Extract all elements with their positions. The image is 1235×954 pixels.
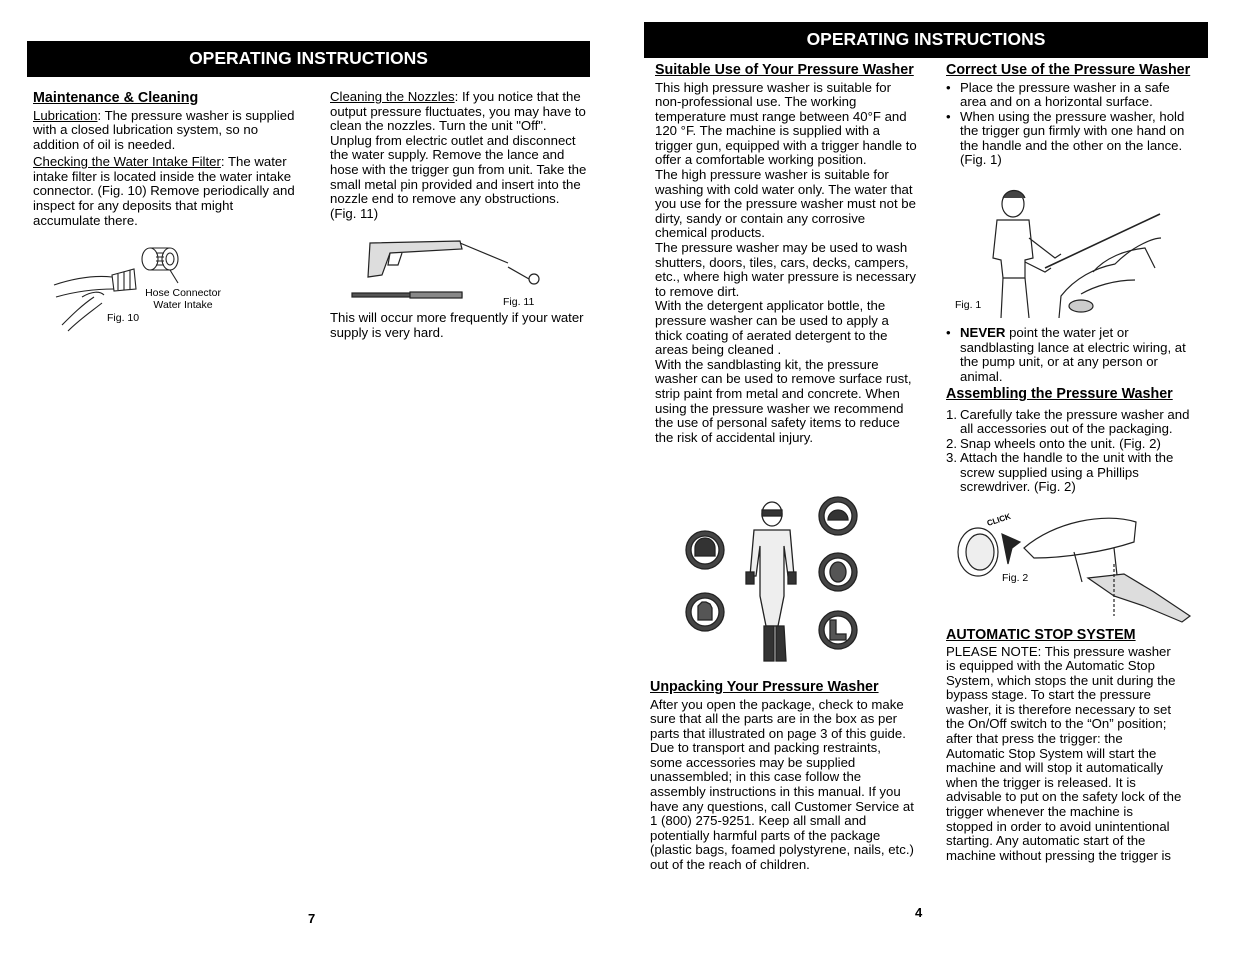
suitable-paragraph: With the detergent applicator bottle, the pressure washer can be used to apply a thick coating of aerated detergent to the areas being cleaned . (655, 298, 889, 358)
right-page-banner: OPERATING INSTRUCTIONS (644, 22, 1208, 58)
person-washing-car-illustration (985, 188, 1161, 318)
suitable-use-heading: Suitable Use of Your Pressure Washer (655, 62, 914, 78)
suitable-use-section (655, 62, 917, 445)
step-text: Carefully take the pressure washer and all accessories out of the packaging. (960, 406, 1190, 437)
left-page-banner: OPERATING INSTRUCTIONS (27, 41, 590, 77)
maintenance-heading: Maintenance & Cleaning (33, 90, 199, 106)
never-warning (946, 326, 1194, 384)
wheel-assembly-illustration (954, 512, 1194, 617)
step-number: 1. (946, 406, 957, 422)
auto-stop-section (946, 627, 1196, 863)
list-item (946, 326, 1194, 384)
unpacking-section (650, 679, 916, 873)
lubrication-paragraph (33, 109, 295, 153)
water-intake-label: Water Intake (153, 299, 213, 311)
suitable-paragraph: With the sandblasting kit, the pressure washer can be used to remove surface rust, strip paint from metal and concrete. When using the pressure washer we recommend the use of personal safety items to reduce the risk of accidental injury. (655, 356, 912, 445)
list-item (946, 437, 1196, 452)
suitable-paragraph: This high pressure washer is suitable for non-professional use. The working temperature must range between 40°F and 120 °F. The machine is supplied with a trigger gun, equipped with a trigger handle to offer a comfortable working position. (655, 79, 917, 168)
suitable-paragraphs (655, 81, 917, 446)
unpacking-heading: Unpacking Your Pressure Washer (650, 679, 879, 695)
lubrication-label: Lubrication (33, 107, 98, 123)
fig10-labels (143, 287, 223, 311)
fig1-caption: Fig. 1 (955, 299, 982, 311)
nozzles-paragraph (330, 90, 588, 221)
hard-water-note: This will occur more frequently if your water supply is very hard. (330, 310, 584, 340)
hose-connector-label: Hose Connector (145, 287, 221, 299)
left-page-number: 7 (308, 911, 316, 926)
step-number: 2. (946, 435, 957, 451)
nozzles-label: Cleaning the Nozzles (330, 89, 455, 104)
correct-use-section (946, 62, 1194, 168)
list-item: • Place the pressure washer in a safe area and on a horizontal surface. (946, 81, 1194, 110)
assembling-steps (946, 408, 1196, 496)
right-page-number: 4 (915, 905, 923, 920)
lubrication-text: : The pressure washer is supplied with a closed lubrication system, so no addition of oil is needed. (33, 107, 295, 152)
list-item: • When using the pressure washer, hold the trigger gun firmly with one hand on the handle and the other on the lance. (Fig. 1) (946, 110, 1194, 168)
suitable-paragraph: The high pressure washer is suitable for washing with cold water only. The water that you use for the pressure washer must not be dirty, sandy or contain any corrosive chemical products. (655, 167, 916, 241)
list-item (946, 408, 1196, 437)
correct-use-heading: Correct Use of the Pressure Washer (946, 62, 1191, 78)
maintenance-section (33, 90, 295, 228)
never-bold: NEVER (960, 325, 1006, 340)
step-text: Attach the handle to the unit with the screw supplied using a Phillips screwdriver. (Fig. 2) (960, 450, 1174, 495)
auto-stop-heading: AUTOMATIC STOP SYSTEM (946, 627, 1136, 643)
click-label: CLICK (985, 511, 1012, 528)
fig10-caption: Fig. 10 (107, 312, 140, 324)
trigger-gun-illustration (350, 235, 545, 305)
suitable-paragraph: The pressure washer may be used to wash shutters, doors, tiles, cars, decks, campers, etc., where high water pressure is necessary to remove dirt. (655, 240, 916, 299)
never-text: point the water jet or sandblasting lance at electric wiring, at the pump unit, or at any person or animal. (960, 325, 1186, 384)
step-text: Snap wheels onto the unit. (Fig. 2) (960, 435, 1161, 451)
unpacking-text: After you open the package, check to make sure that all the parts are in the box as per parts that illustrated on page 3 of this guide. Due to transport and packing restraints, some accessories may be supplied unassembled; in this case follow the assembly instructions in this manual. If you have any questions, call Customer Service at 1 (800) 275-9251. Keep all small and potentially harmful parts of the package (plastic bags, foamed polystyrene, nails, etc.) out of the reach of children. (650, 696, 914, 873)
step-number: 3. (946, 450, 957, 466)
correct-use-list (946, 81, 1194, 169)
auto-stop-text: PLEASE NOTE: This pressure washer is equipped with the Automatic Stop System, which stops the unit during the bypass stage. To start the pressure washer, it is therefore necessary to set the On/Off switch to the “On” position; after that press the trigger: the Automatic Stop System will start the machine and will stop it automatically when the trigger is released. It is advisable to put on the safety lock of the trigger whenever the machine is stopped in order to avoid unintentional starting. Any automatic start of the machine without pressing the trigger is (946, 643, 1182, 863)
assembling-heading: Assembling the Pressure Washer (946, 386, 1173, 402)
filter-label: Checking the Water Intake Filter (33, 154, 221, 170)
safety-gear-illustration (684, 496, 864, 666)
filter-text: : The water intake filter is located inside the water intake connector. (Fig. 10) Remove periodically and inspect for any deposits that might accumulate there. (33, 154, 295, 228)
fig2-caption: Fig. 2 (1002, 572, 1029, 584)
fig11-caption: Fig. 11 (503, 296, 535, 308)
never-list (946, 326, 1194, 384)
filter-paragraph (33, 155, 295, 228)
nozzles-text: : If you notice that the output pressure fluctuates, you may have to clean the nozzles. Turn the unit "Off". Unplug from electric outlet and disconnect the water supply. Remove the lance and hose with the trigger gun from unit. Take the small metal pin provided and insert into the nozzle end to remove any obstructions. (Fig. 11) (330, 89, 587, 221)
assembling-section (946, 386, 1196, 495)
list-item (946, 451, 1196, 495)
